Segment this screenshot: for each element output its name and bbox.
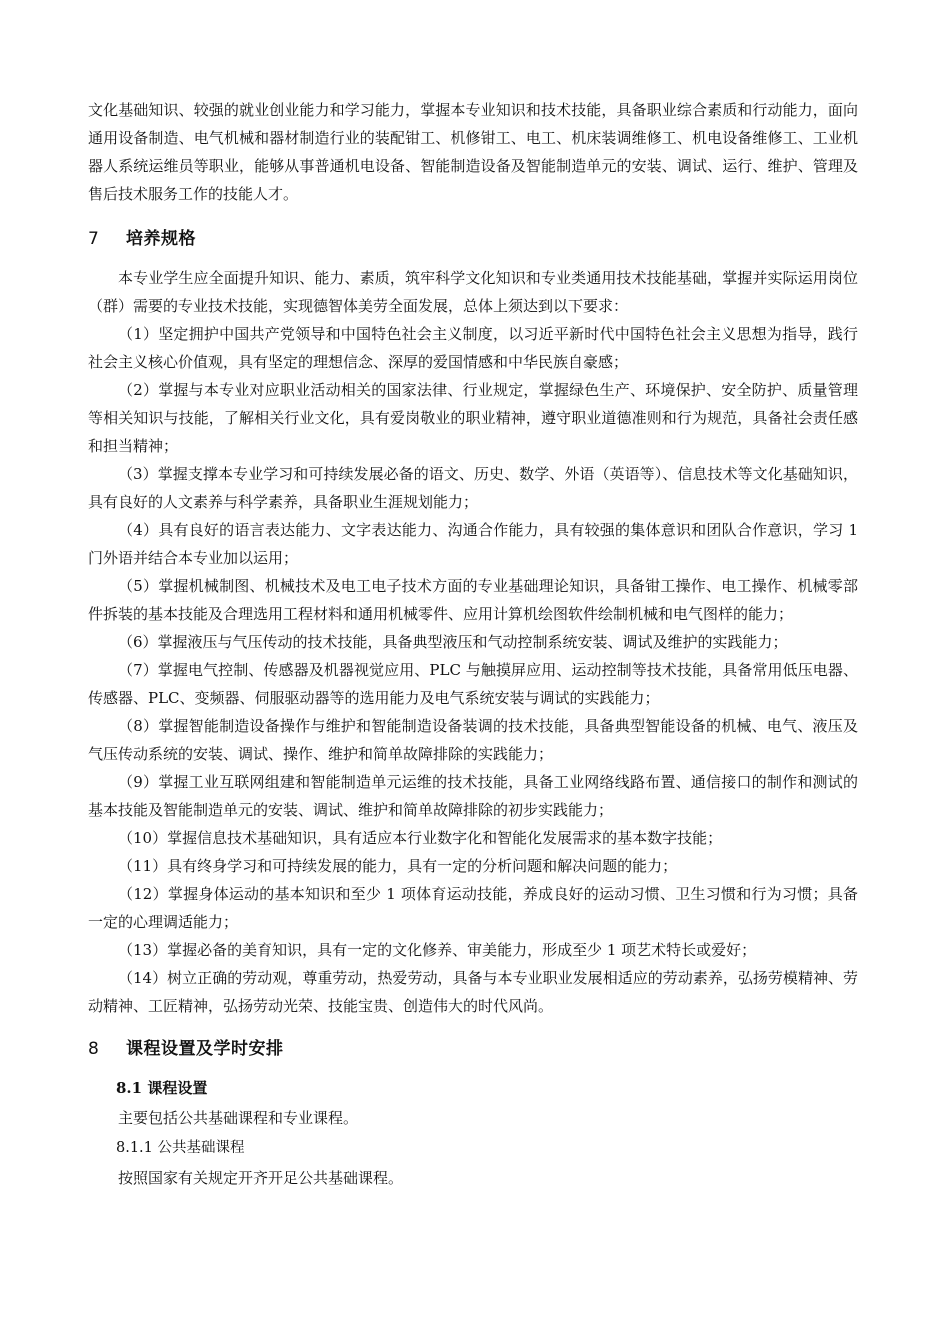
- requirement-item: （9）掌握工业互联网组建和智能制造单元运维的技术技能，具备工业网络线路布置、通信接口的制作和测试的基本技能及智能制造单元的安装、调试、维护和简单故障排除的初步实践能力；: [88, 773, 858, 819]
- section-7-number: 7: [88, 229, 100, 249]
- requirement-item: （3）掌握支撑本专业学习和可持续发展必备的语文、历史、数学、外语（英语等）、信息技术等文化基础知识，具有良好的人文素养与科学素养，具备职业生涯规划能力；: [88, 465, 858, 511]
- section-7-lead: 本专业学生应全面提升知识、能力、素质，筑牢科学文化知识和专业类通用技术技能基础，掌握并实际运用岗位（群）需要的专业技术技能，实现德智体美劳全面发展，总体上须达到以下要求：: [88, 269, 858, 315]
- section-7-heading: [88, 224, 858, 254]
- subsection-8-1-1-title: 8.1.1 公共基础课程: [116, 1140, 245, 1156]
- subsection-8-1-1-text: 按照国家有关规定开齐开足公共基础课程。: [118, 1169, 404, 1187]
- section-8-heading: [88, 1034, 858, 1064]
- requirement-item: （6）掌握液压与气压传动的技术技能，具备典型液压和气动控制系统安装、调试及维护的实践能力；: [118, 633, 788, 651]
- requirement-item: （12）掌握身体运动的基本知识和至少 1 项体育运动技能，养成良好的运动习惯、卫生习惯和行为习惯；具备一定的心理调适能力；: [88, 885, 858, 931]
- requirements-list: [88, 320, 858, 1020]
- requirement-item: （13）掌握必备的美育知识，具有一定的文化修养、审美能力，形成至少 1 项艺术特长或爱好；: [118, 941, 757, 959]
- requirement-item: （14）树立正确的劳动观，尊重劳动，热爱劳动，具备与本专业职业发展相适应的劳动素养，弘扬劳模精神、劳动精神、工匠精神，弘扬劳动光荣、技能宝贵、创造伟大的时代风尚。: [88, 969, 858, 1015]
- requirement-item: （4）具有良好的语言表达能力、文字表达能力、沟通合作能力，具有较强的集体意识和团队合作意识，学习 1 门外语并结合本专业加以运用；: [88, 521, 858, 567]
- requirement-item: （10）掌握信息技术基础知识，具有适应本行业数字化和智能化发展需求的基本数字技能；: [118, 829, 723, 847]
- section-8-title: 课程设置及学时安排: [126, 1039, 284, 1059]
- requirement-item: （5）掌握机械制图、机械技术及电工电子技术方面的专业基础理论知识，具备钳工操作、电工操作、机械零部件拆装的基本技能及合理选用工程材料和通用机械零件、应用计算机绘图软件绘制机械和电气图样的能力；: [88, 577, 858, 623]
- requirement-item: （8）掌握智能制造设备操作与维护和智能制造设备装调的技术技能，具备典型智能设备的机械、电气、液压及气压传动系统的安装、调试、操作、维护和简单故障排除的实践能力；: [88, 717, 858, 763]
- requirement-item: （11）具有终身学习和可持续发展的能力，具有一定的分析问题和解决问题的能力；: [118, 857, 678, 875]
- section-8-number: 8: [88, 1039, 100, 1059]
- section-7-title: 培养规格: [126, 229, 196, 249]
- requirement-item: （2）掌握与本专业对应职业活动相关的国家法律、行业规定，掌握绿色生产、环境保护、安全防护、质量管理等相关知识与技能，了解相关行业文化，具有爱岗敬业的职业精神，遵守职业道德准则和行为规范，具备社会责任感和担当精神；: [88, 381, 858, 455]
- document-page: [88, 96, 858, 1192]
- requirement-item: （1）坚定拥护中国共产党领导和中国特色社会主义制度，以习近平新时代中国特色社会主义思想为指导，践行社会主义核心价值观，具有坚定的理想信念、深厚的爱国情感和中华民族自豪感；: [88, 325, 858, 371]
- requirement-item: （7）掌握电气控制、传感器及机器视觉应用、PLC 与触摸屏应用、运动控制等技术技能，具备常用低压电器、传感器、PLC、变频器、伺服驱动器等的选用能力及电气系统安装与调试的实践能力；: [88, 661, 858, 707]
- intro-paragraph: 文化基础知识、较强的就业创业能力和学习能力，掌握本专业知识和技术技能，具备职业综合素质和行动能力，面向通用设备制造、电气机械和器材制造行业的装配钳工、机修钳工、电工、机床装调维修工、机电设备维修工、工业机器人系统运维员等职业，能够从事普通机电设备、智能制造设备及智能制造单元的安装、调试、运行、维护、管理及售后技术服务工作的技能人才。: [88, 101, 858, 203]
- subsection-8-1-text: 主要包括公共基础课程和专业课程。: [118, 1109, 359, 1127]
- subsection-8-1-title: 8.1 课程设置: [116, 1079, 208, 1097]
